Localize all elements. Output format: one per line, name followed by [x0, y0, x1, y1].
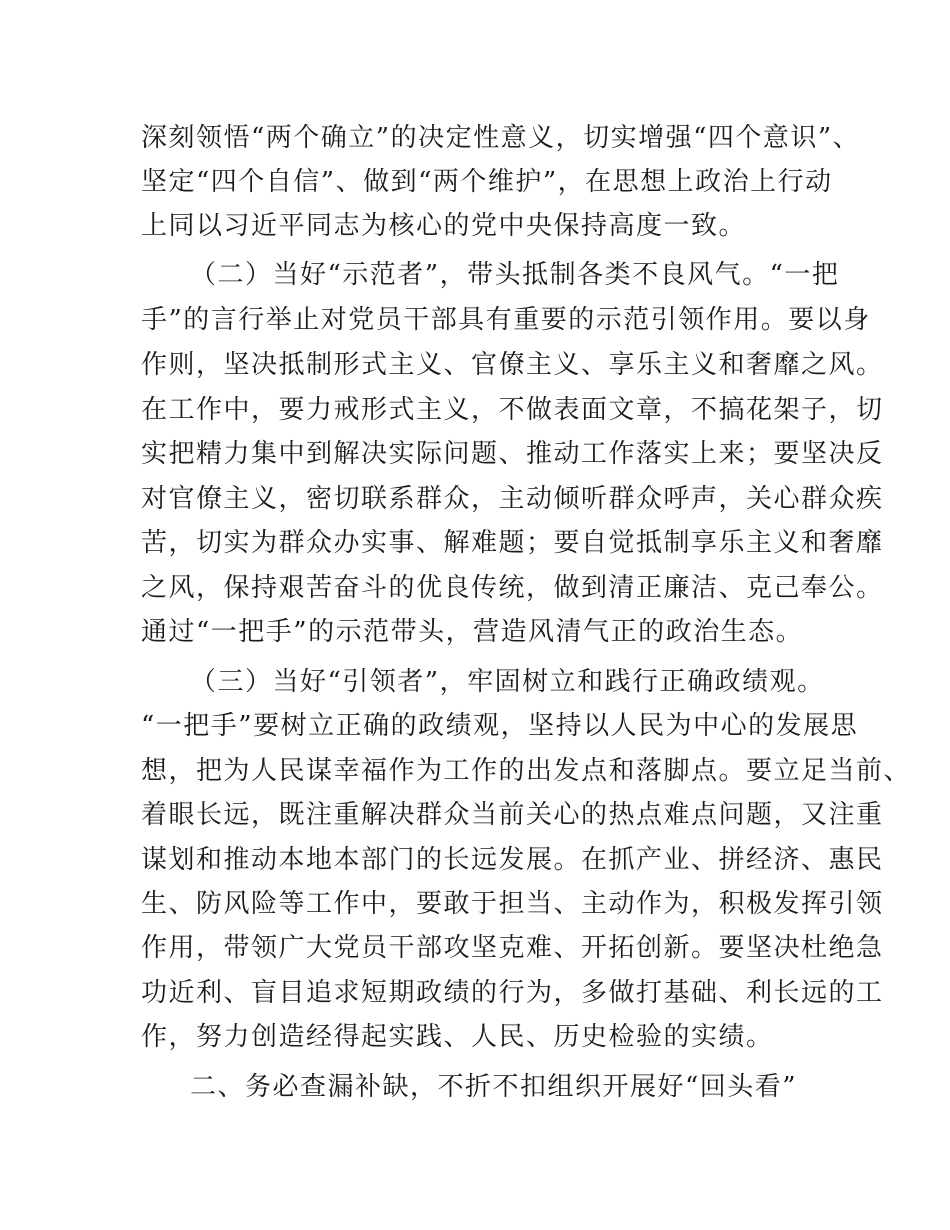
text-line: 对官僚主义，密切联系群众，主动倾听群众呼声，关心群众疾: [141, 484, 884, 514]
text-line: 上同以习近平同志为核心的党中央保持高度一致。: [141, 211, 747, 241]
section-heading-3: （三）当好“引领者”，牢固树立和践行正确政绩观。: [190, 667, 825, 697]
text-line: 实把精力集中到解决实际问题、推动工作落实上来；要坚决反: [141, 439, 884, 469]
text-line: 在工作中，要力戒形式主义，不做表面文章，不搞花架子，切: [141, 395, 884, 425]
text-line: 作则，坚决抵制形式主义、官僚主义、享乐主义和奢靡之风。: [141, 350, 884, 380]
section-heading-2: （二）当好“示范者”，带头抵制各类不良风气。“一把: [190, 260, 840, 290]
text-line: 谋划和推动本地本部门的长远发展。在抓产业、拼经济、惠民: [141, 845, 884, 875]
text-line: 之风，保持艰苦奋斗的优良传统，做到清正廉洁、克己奉公。: [141, 573, 884, 603]
text-line: 着眼长远，既注重解决群众当前关心的热点难点问题，又注重: [141, 800, 884, 830]
chapter-heading: 二、务必查漏补缺，不折不扣组织开展好“回头看”: [190, 1072, 798, 1102]
text-line: 想，把为人民谋幸福作为工作的出发点和落脚点。要立足当前、: [141, 756, 912, 786]
text-line: 通过“一把手”的示范带头，营造风清气正的政治生态。: [141, 617, 804, 647]
text-line: 苦，切实为群众办实事、解难题；要自觉抵制享乐主义和奢靡: [141, 528, 884, 558]
text-line: 作用，带领广大党员干部攻坚克难、开拓创新。要坚决杜绝急: [141, 933, 884, 963]
text-line: 作，努力创造经得起实践、人民、历史检验的实绩。: [141, 1022, 774, 1052]
text-line: 功近利、盲目追求短期政绩的行为，多做打基础、利长远的工: [141, 978, 884, 1008]
text-line: 坚定“四个自信”、做到“两个维护”，在思想上政治上行动: [141, 167, 833, 197]
text-line: “一把手”要树立正确的政绩观，坚持以人民为中心的发展思: [141, 711, 859, 741]
text-line: 深刻领悟“两个确立”的决定性意义，切实增强“四个意识”、: [141, 123, 861, 153]
text-line: 手”的言行举止对党员干部具有重要的示范引领作用。要以身: [141, 305, 871, 335]
text-line: 生、防风险等工作中，要敢于担当、主动作为，积极发挥引领: [141, 889, 884, 919]
